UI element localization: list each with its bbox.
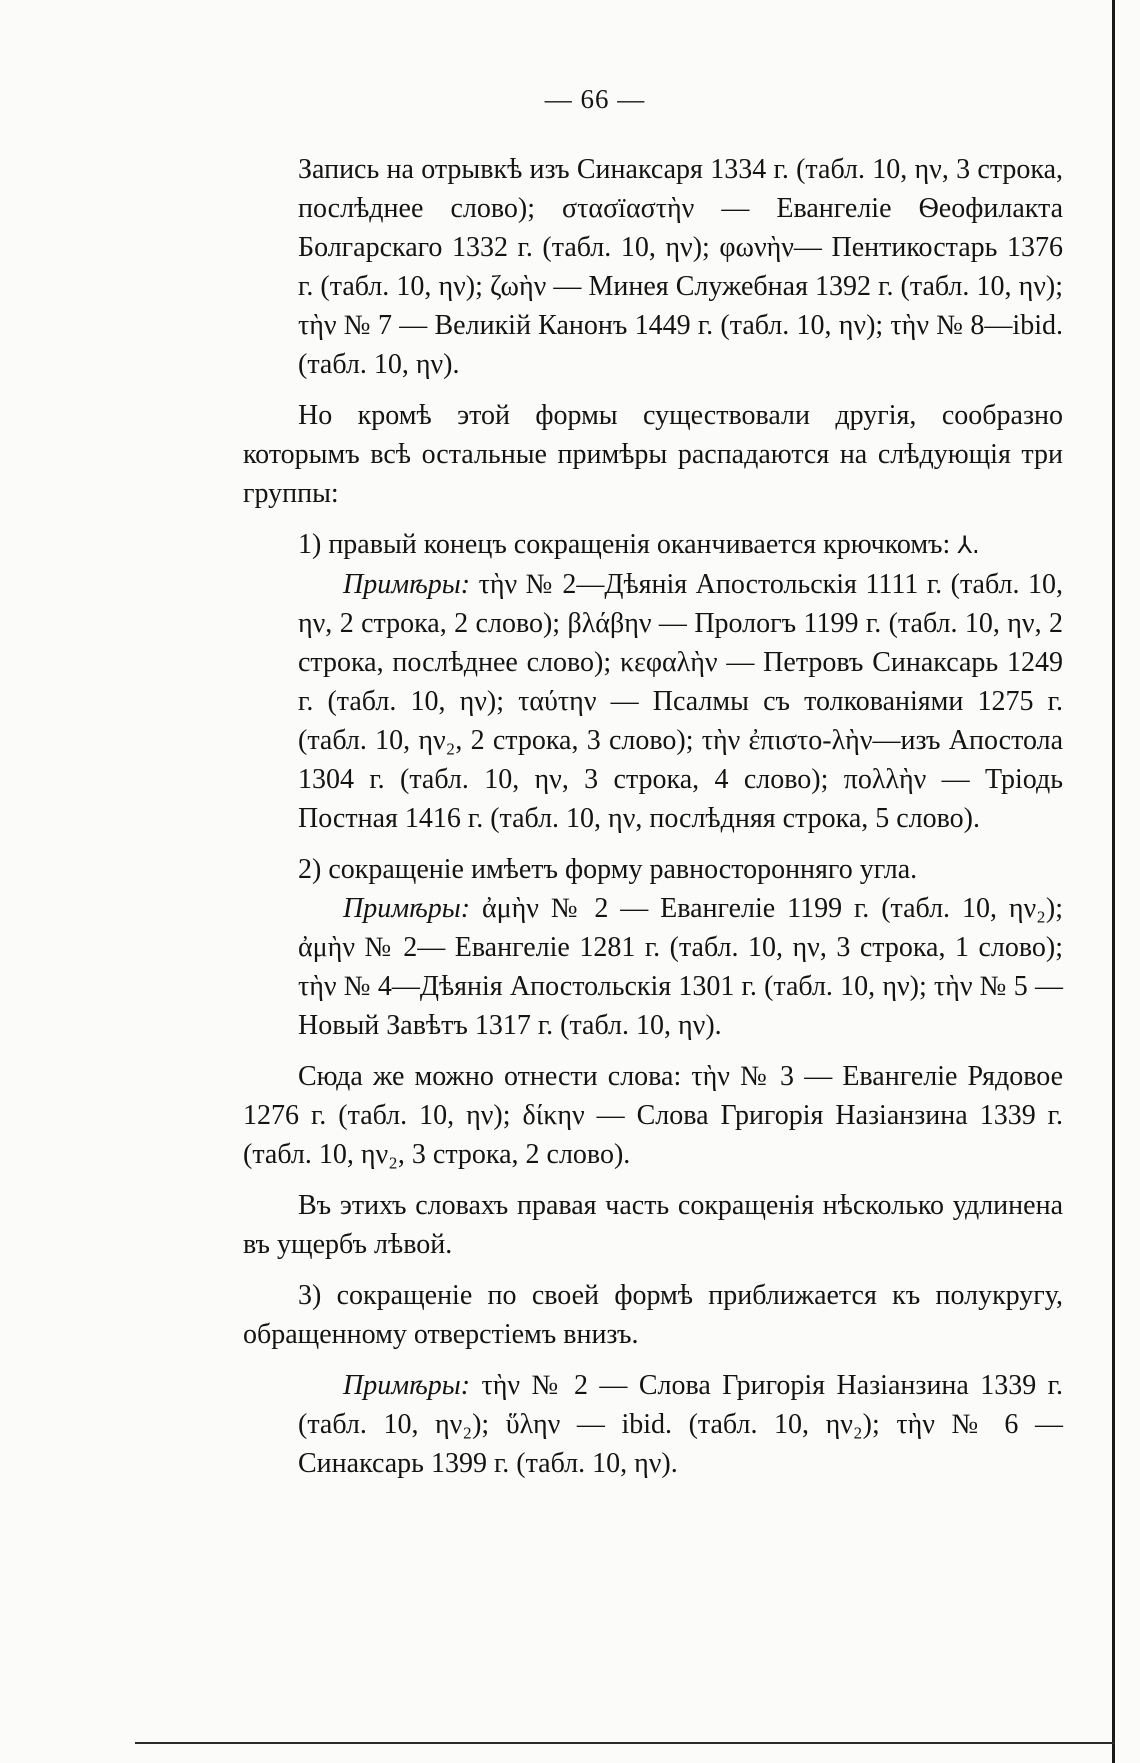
page-number: — 66 — (544, 84, 646, 114)
group-3-heading (243, 1276, 1063, 1354)
page-edge-rule (1112, 0, 1115, 1763)
group-2-examples (243, 889, 1063, 1045)
paragraph-groups-intro (243, 396, 1063, 513)
group-1-examples-label: Примѣры: (343, 569, 471, 600)
group-1-heading-text: 1) правый конецъ сокращенія оканчивается крючкомъ: (298, 529, 951, 560)
group-1-examples-text: τὴν № 2—Дѣянія Апостольскія 1111 г. (табл. 10, ην, 2 строка, 2 слово); βλάβην — Прологъ 1199 г. (табл. 10, ην, 2 строка, послѣднее слово); κεφαλὴν — Петровъ Синаксарь 1249 г. (табл. 10, ην); ταύτην — Псалмы съ толкованіями 1275 г. (табл. 10, ην₂, 2 строка, 3 слово); τὴν ἐπιστο-λὴν—изъ Апостола 1304 г. (табл. 10, ην, 3 строка, 4 слово); πολλὴν — Тріодь Постная 1416 г. (табл. 10, ην, послѣдняя строка, 5 слово). (298, 569, 1064, 834)
group-2-examples-text: ἀμὴν № 2 — Евангеліе 1199 г. (табл. 10, ην₂); ἀμὴν № 2— Евангеліе 1281 г. (табл. 10, ην, 3 строка, 1 слово); τὴν № 4—Дѣянія Апостольскія 1301 г. (табл. 10, ην); τὴν № 5 — Новый Завѣтъ 1317 г. (табл. 10, ην). (298, 893, 1063, 1041)
paragraph-right-part-note-text: Въ этихъ словахъ правая часть сокращенія нѣсколько удлинена въ ущербъ лѣвой. (243, 1190, 1063, 1260)
paragraph-right-part-note (243, 1186, 1063, 1264)
page-bottom-rule (135, 1742, 1115, 1744)
paragraph-related-words-text: Сюда же можно отнести слова: τὴν № 3 — Евангеліе Рядовое 1276 г. (табл. 10, ην); δίκην — Слова Григорія Назіанзина 1339 г. (табл. 10, ην₂, 3 строка, 2 слово). (243, 1061, 1063, 1170)
group-3-examples-text: τὴν № 2 — Слова Григорія Назіанзина 1339 г. (табл. 10, ην₂); ὕλην — ibid. (табл. 10, ην₂); τὴν № 6 — Синаксарь 1399 г. (табл. 10, ην). (298, 1370, 1064, 1479)
hook-symbol: ⅄. (957, 531, 980, 559)
body-text (243, 150, 1063, 1483)
group-3-heading-text: 3) сокращеніе по своей формѣ приближается къ полукругу, обращенному отверстіемъ внизъ. (243, 1280, 1063, 1350)
group-3-examples-label: Примѣры: (343, 1370, 471, 1401)
group-3-examples (243, 1366, 1063, 1483)
paragraph-groups-intro-text: Но кромѣ этой формы существовали другія, сообразно которымъ всѣ остальные примѣры распадаются на слѣдующія три группы: (243, 400, 1063, 509)
paragraph-record-text: Запись на отрывкѣ изъ Синаксаря 1334 г. (табл. 10, ην, 3 строка, послѣднее слово); στασïαστὴν — Евангеліе Ѳеофилакта Болгарскаго 1332 г. (табл. 10, ην); φωνὴν— Пентикостарь 1376 г. (табл. 10, ην); ζωὴν — Минея Служебная 1392 г. (табл. 10, ην); τὴν № 7 — Великій Канонъ 1449 г. (табл. 10, ην); τὴν № 8—ibid. (табл. 10, ην). (298, 154, 1063, 380)
group-2-heading-text: 2) сокращеніе имѣетъ форму равносторонняго угла. (298, 854, 918, 885)
group-1-heading (243, 525, 1063, 565)
group-2-heading (243, 850, 1063, 889)
group-1-examples (243, 565, 1063, 838)
paragraph-record (243, 150, 1063, 384)
group-2-examples-label: Примѣры: (343, 893, 471, 924)
paragraph-related-words (243, 1057, 1063, 1174)
